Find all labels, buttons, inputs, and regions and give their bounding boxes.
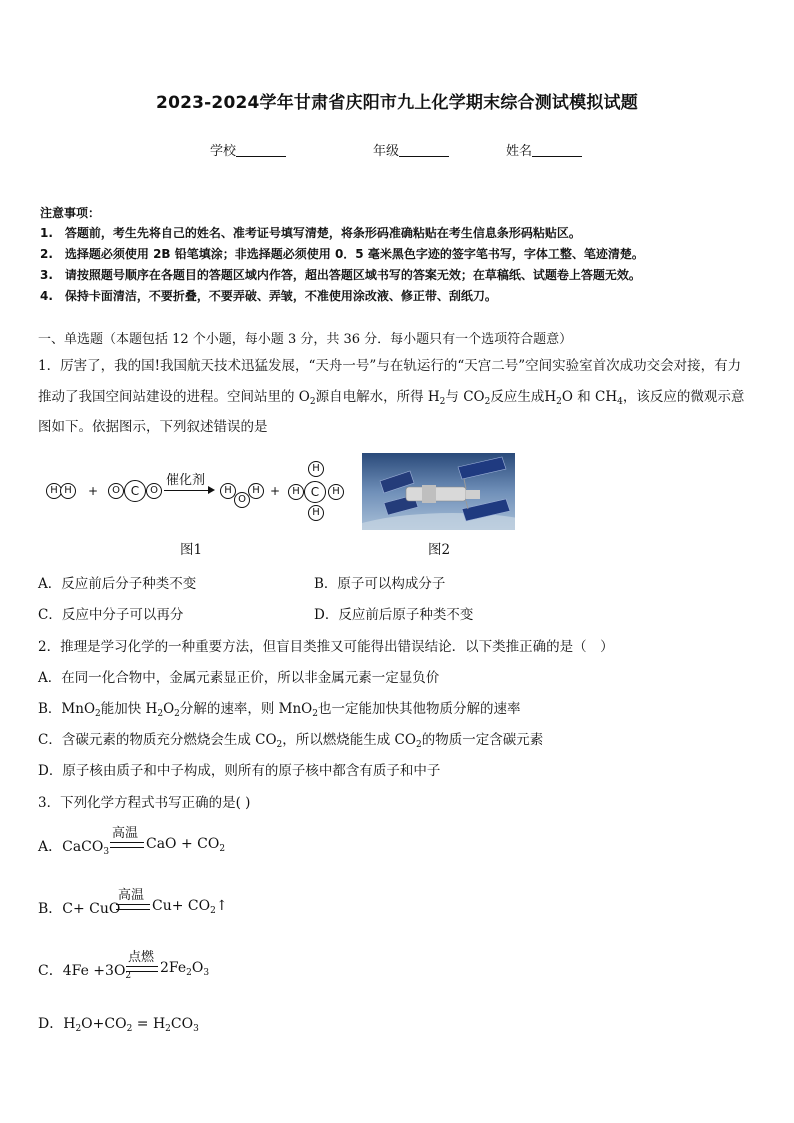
q1-stem-line2: 推动了我国空间站建设的进程。空间站里的 $O_2$源自电解水，所得 $H_2$与 $CO_2$反应生成$H_2O$ 和 $CH_4$，该反应的微观示意 (38, 389, 745, 407)
q1-stem-line1: 1．厉害了，我的国!我国航天技术迅猛发展，“天舟一号”与在轨运行的“天宫二号”空间实验室首次成功交会对接，有力 (38, 358, 742, 374)
q1-option-a[interactable]: A．反应前后分子种类不变 (38, 576, 197, 592)
reaction-diagram (40, 455, 360, 535)
equation-right: CaO + $CO_2$ (146, 836, 226, 854)
q1-option-b[interactable]: B．原子可以构成分子 (314, 576, 446, 592)
figure2-caption: 图2 (428, 542, 451, 558)
equation-left: C．$4Fe +3O_2$ (38, 963, 132, 981)
o-atom: O (234, 492, 250, 508)
h-atom: H (46, 483, 62, 499)
name-field[interactable]: 姓名 (506, 140, 582, 159)
q3-option-d[interactable]: D．$H_2O+CO_2 = H_2CO_3$ (38, 1016, 199, 1034)
space-station-image (362, 453, 515, 530)
h-atom: H (328, 484, 344, 500)
equation-left: B．C+ CuO (38, 901, 121, 917)
equation-right: $2Fe_2O_3$ (160, 960, 210, 978)
name-blank[interactable] (532, 143, 582, 157)
catalyst-label: 催化剂 (166, 473, 206, 488)
page-title: 2023-2024学年甘肃省庆阳市九上化学期末综合测试模拟试题 (156, 93, 638, 113)
q1-option-c[interactable]: C．反应中分子可以再分 (38, 607, 184, 623)
condition-label: 点燃 (128, 950, 155, 965)
q2-option-b[interactable]: B．MnO$_2$能加快 $H_2O_2$分解的速率，则 MnO$_2$也一定能加快其他物质分解的速率 (38, 701, 521, 719)
condition-label: 高温 (118, 888, 145, 903)
h-atom: H (288, 484, 304, 500)
grade-field[interactable]: 年级 (373, 140, 449, 159)
space-station-illustration (362, 453, 515, 530)
note-item: 2. 选择题必须使用 2B 铅笔填涂；非选择题必须使用 0．5 毫米黑色字迹的签字笔书写，字体工整、笔迹清楚。 (40, 247, 644, 261)
h-atom: H (308, 461, 324, 477)
grade-blank[interactable] (399, 143, 449, 157)
double-line (110, 842, 144, 848)
h-atom: H (60, 483, 76, 499)
h-atom: H (220, 483, 236, 499)
school-field[interactable]: 学校 (210, 140, 286, 159)
school-blank[interactable] (236, 143, 286, 157)
equation-left: A．CaCO$_3$ (38, 839, 110, 857)
note-item: 3. 请按照题号顺序在各题目的答题区域内作答，超出答题区域书写的答案无效；在草稿纸、试题卷上答题无效。 (40, 268, 641, 282)
c-atom: C (304, 481, 326, 503)
q2-stem: 2．推理是学习化学的一种重要方法，但盲目类推又可能得出错误结论．以下类推正确的是（ ） (38, 639, 614, 655)
plus-sign: + (88, 484, 99, 498)
h-atom: H (308, 505, 324, 521)
plus-sign: + (270, 484, 281, 498)
notes-heading: 注意事项： (40, 206, 101, 220)
section-heading: 一、单选题（本题包括 12 个小题，每小题 3 分，共 36 分．每小题只有一个选项符合题意） (38, 332, 573, 347)
o-atom: O (146, 483, 162, 499)
h-atom: H (248, 483, 264, 499)
q2-option-a[interactable]: A．在同一化合物中，金属元素显正价，所以非金属元素一定显负价 (38, 670, 440, 686)
q1-stem-line3: 图如下。依据图示，下列叙述错误的是 (38, 419, 268, 435)
note-item: 4. 保持卡面清洁，不要折叠，不要弄破、弄皱，不准使用涂改液、修正带、刮纸刀。 (40, 289, 497, 303)
c-atom: C (124, 480, 146, 502)
q2-option-c[interactable]: C．含碳元素的物质充分燃烧会生成 $CO_2$，所以燃烧能生成 $CO_2$的物质一定含碳元素 (38, 732, 544, 750)
q1-option-d[interactable]: D．反应前后原子种类不变 (314, 607, 474, 623)
q2-option-d[interactable]: D．原子核由质子和中子构成，则所有的原子核中都含有质子和中子 (38, 763, 441, 779)
double-line (116, 904, 150, 910)
reaction-arrow (164, 490, 212, 491)
figure1-caption: 图1 (180, 542, 203, 558)
o-atom: O (108, 483, 124, 499)
note-item: 1. 答题前，考生先将自己的姓名、准考证号填写清楚，将条形码准确粘贴在考生信息条形码粘贴区。 (40, 226, 581, 240)
equation-right: $Cu+ CO_2↑$ (152, 898, 228, 916)
arrow-head (208, 486, 215, 494)
gas-arrow-icon: ↑ (215, 898, 228, 914)
q3-stem: 3．下列化学方程式书写正确的是( ) (38, 795, 251, 811)
condition-label: 高温 (112, 826, 139, 841)
